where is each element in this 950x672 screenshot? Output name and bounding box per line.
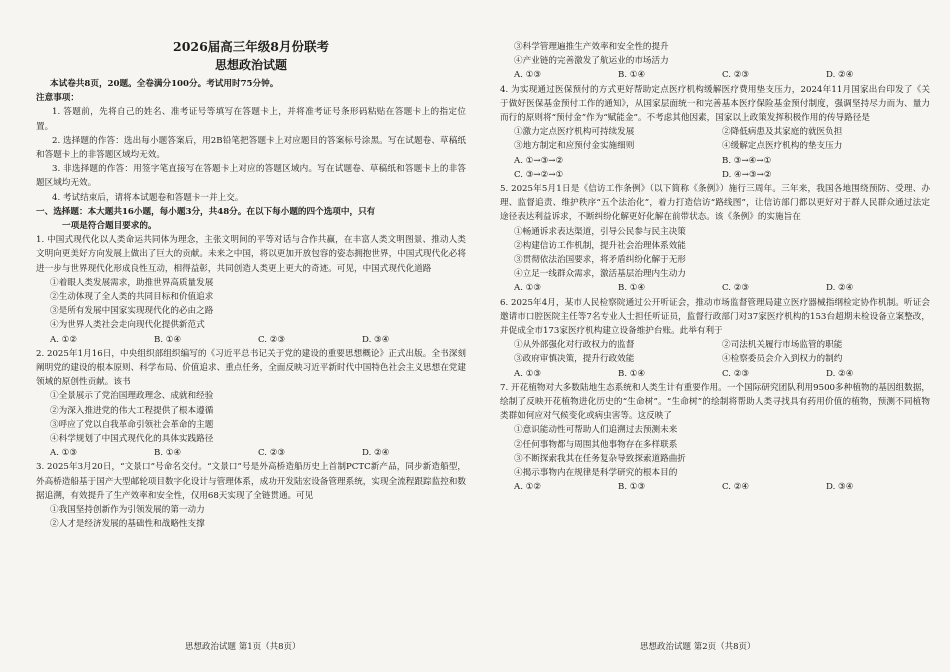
question-stem: 6. 2025年4月，某市人民检察院通过公开听证会，推动市场监督管理局建立医疗器械指纲检定协作机制。听证会邀请市口腔医院主任等7名专业人士担任听证员，监督行政部门对37家医疗机构的153台超期未检设备立案整改，并促成全市173家医疗机构建立设备维护台账。此举有利于	[500, 297, 930, 337]
question-option: ①着眼人类发展需求，助推世界高质量发展	[50, 277, 214, 288]
question-option: ②构建信访工作机制，提升社会治理体系效能	[514, 240, 686, 251]
question-option: ①全景展示了党治国理政理念、成就和经验	[50, 391, 214, 402]
notice-item: 4. 考试结束后，请将本试题卷和答题卡一并上交。	[52, 192, 244, 203]
notice-item: 2. 选择题的作答：选出每小题答案后，用2B铅笔把答题卡上对应题目的答案标号涂黑。写在试题卷、草稿纸和答题卡上的非答题区域均无效。	[36, 135, 466, 161]
page-2-footer: 思想政治试题 第2页（共8页）	[640, 642, 756, 652]
question-option: ②降低病患及其家庭的就医负担	[722, 127, 843, 138]
question-option: ④产业链的完善激发了航运业的市场活力	[514, 56, 669, 67]
answer-choice: D. ②④	[826, 70, 854, 81]
question-option: ②为深入推进党的伟大工程提供了根本遵循	[50, 405, 214, 416]
answer-choice: C. ②④	[722, 482, 750, 493]
notice-item: 3. 非选择题的作答：用签字笔直接写在答题卡上对应的答题区域内。写在试题卷、草稿纸和答题卡上的非答题区域均无效。	[36, 164, 466, 189]
question-stem: 3. 2025年3月20日，“文景口”号命名交付。“文景口”号是外高桥造船历史上首制PCTC新产品，同步新造船型，外高桥造船基于国产大型邮轮项目数字化设计与管理体系，成功开发陆宏设备管理系统，实现全流程跟踪监控和数据追溯，有效提升了生产效率和安全性，仅用68天实现了全链贯通。可见	[36, 462, 466, 501]
question-stem: 5. 2025年5月1日是《信访工作条例》（以下简称《条例》）施行三周年。三年来，我国各地围绕预防、受理、办理、监督追责、维护秩序“五个法治化”，着力打造信访“路线图”，让信访部门都以更好对于群人民群众通过法定途径表达利益诉求，不断纠纷化解更好化解在前带状态。该《条例》的实施旨在	[500, 184, 930, 223]
answer-choice: A. ①③	[514, 368, 542, 379]
question-7	[500, 381, 930, 495]
answer-choices	[500, 68, 930, 82]
answer-choice: C. ②③	[722, 283, 750, 294]
option-pair	[500, 125, 930, 139]
answer-choice: D. ②④	[362, 448, 390, 459]
answer-choice: B. ①④	[618, 368, 646, 379]
question-option: ④揭示事物内在规律是科学研究的根本目的	[514, 468, 678, 479]
question-option: ①从外部强化对行政权力的监督	[514, 340, 635, 351]
question-option: ④检察委员会介入到权力的制约	[722, 354, 843, 365]
question-option: ②司法机关履行市场监管的职能	[722, 340, 843, 351]
answer-choice: B. ①④	[154, 334, 182, 345]
option-pair	[500, 352, 930, 366]
answer-choice: A. ①③	[514, 283, 542, 294]
answer-choice: A. ①②	[50, 334, 78, 345]
answer-choice: B. ①③	[618, 482, 646, 493]
page-1-column	[36, 38, 466, 532]
question-1	[36, 233, 466, 347]
question-5	[500, 182, 930, 296]
question-stem: 1. 中国式现代化以人类命运共同体为理念，主张文明间的平等对话与合作共赢，在丰富人类文明图景、推动人类文明向更美好方向发展上做出了巨大的贡献。未来之中国，将以更加开放包容的姿态拥抱世界，中国式现代化必将进一步与世界现代化形成良性互动，相得益彰，共同创造人类更上更大的奇迹。可见，中国式现代化道路	[36, 235, 466, 274]
answer-choice: A. ①②	[514, 482, 542, 493]
question-option: ③贯彻依法治国要求，将矛盾纠纷化解于无形	[514, 255, 686, 266]
answer-choice: D. ③④	[362, 334, 390, 345]
answer-choice: D. ④→③→②	[722, 169, 772, 180]
question-4	[500, 83, 930, 182]
answer-choice: C. ②③	[722, 368, 750, 379]
question-3-continued	[500, 40, 930, 83]
answer-choice: A. ①→③→②	[514, 155, 564, 166]
question-option: ①我国坚持创新作为引领发展的第一动力	[50, 505, 205, 516]
question-option: ④立足一线群众需求，激活基层治理内生动力	[514, 269, 686, 280]
answer-choice: B. ①④	[618, 70, 646, 81]
question-option: ③地方制定和应预付金实施细则	[514, 141, 635, 152]
page-1-footer: 思想政治试题 第1页（共8页）	[185, 642, 301, 652]
section-heading-line2: 一项是符合题目要求的。	[62, 221, 157, 232]
answer-choice: C. ③→②→①	[514, 169, 564, 180]
option-pair	[500, 338, 930, 352]
question-stem: 2. 2025年1月16日，中央组织部组织编写的《习近平总书记关于党的建设的重要思想概论》正式出版。全书深刻阐明党的建设的根本原则、科学布局、价值追求、重点任务，全面反映习近平新时代中国特色社会主义思想在党建领域的原创性贡献。该书	[36, 348, 466, 388]
question-option: ②任何事物都与周围其他事物存在多样联系	[514, 439, 678, 450]
section-heading	[36, 205, 466, 233]
answer-choices	[500, 168, 930, 182]
notice-item: 1. 答题前，先将自己的姓名、准考证号等填写在答题卡上，并将准考证号条形码粘贴在答题卡上的指定位置。	[36, 107, 466, 132]
answer-choice: C. ②③	[722, 70, 750, 81]
answer-choice: A. ①③	[50, 448, 78, 459]
answer-choice: D. ③④	[826, 482, 854, 493]
answer-choice: C. ②③	[258, 334, 286, 345]
answer-choices	[500, 281, 930, 295]
question-option: ②人才是经济发展的基础性和战略性支撑	[50, 519, 205, 530]
question-option: ④科学规划了中国式现代化的具体实践路径	[50, 434, 214, 445]
answer-choice: B. ①④	[154, 448, 182, 459]
exam-title: 2026届高三年级8月份联考	[173, 39, 329, 54]
answer-choices	[36, 333, 466, 347]
page-2-column	[500, 40, 930, 495]
question-option: ③科学管理遍推生产效率和安全性的提升	[514, 42, 669, 52]
question-option: ③不断探索我其在任务复杂导致探索道路曲折	[514, 453, 686, 464]
question-6	[500, 296, 930, 381]
answer-choice: A. ①③	[514, 70, 542, 81]
question-stem: 7. 开花植物对大多数陆地生态系统和人类生计有重要作用。一个国际研究团队利用9500多种植物的基因组数据，绘制了反映开花植物进化历史的“生命树”。“生命树”的绘制将帮助人类寻找具有药用价值的植物，预测不同植物类群如何应对气候变化或病虫害等。这反映了	[500, 382, 930, 422]
question-stem: 4. 为实现通过医保预付的方式更好帮助定点医疗机构缓解医疗费用垫支压力，2024年11月国家出台印发了《关于做好医保基金预付工作的通知》，从国家层面统一和完善基本医疗保险基金预付制度，强调坚持尽力而为、量力而行的原则将“预付金”作为“赋能金”。不考虑其他因素，国家以上政策发挥积极作用的传导路径是	[500, 84, 930, 124]
question-option: ③呼应了党以自我革命引领社会革命的主题	[50, 419, 214, 430]
notice-heading: 注意事项：	[36, 93, 79, 104]
answer-choices	[500, 480, 930, 494]
question-option: ①意识能动性可帮助人们追溯过去预测未来	[514, 425, 678, 436]
exam-meta: 本试卷共8页，20题。全卷满分100分。考试用时75分钟。	[50, 79, 279, 89]
section-heading-line1: 一、选择题：本大题共16小题，每小题3分，共48分。在以下每小题的四个选项中，只有	[36, 206, 376, 217]
question-option: ④缓解定点医疗机构的垫支压力	[722, 141, 843, 152]
answer-choices	[500, 367, 930, 381]
answer-choices	[36, 446, 466, 460]
question-option: ③是所有发展中国家实现现代化的必由之路	[50, 306, 214, 317]
question-option: ③政府审慎决策，提升行政效能	[514, 354, 635, 365]
answer-choices	[500, 154, 930, 168]
question-3	[36, 460, 466, 531]
answer-choice: B. ①④	[618, 283, 646, 294]
question-option: ①畅通诉求表达渠道，引导公民参与民主决策	[514, 226, 686, 237]
option-pair	[500, 139, 930, 153]
question-option: ①激力定点医疗机构可持续发展	[514, 127, 635, 138]
answer-choice: B. ③→④→①	[722, 155, 772, 166]
question-2	[36, 347, 466, 461]
question-option: ④为世界人类社会走向现代化提供新范式	[50, 320, 205, 331]
answer-choice: C. ②③	[258, 448, 286, 459]
answer-choice: D. ②④	[826, 283, 854, 294]
question-option: ②生动体现了全人类的共同目标和价值追求	[50, 292, 214, 303]
exam-subtitle: 思想政治试题	[214, 58, 287, 72]
answer-choice: D. ②④	[826, 368, 854, 379]
